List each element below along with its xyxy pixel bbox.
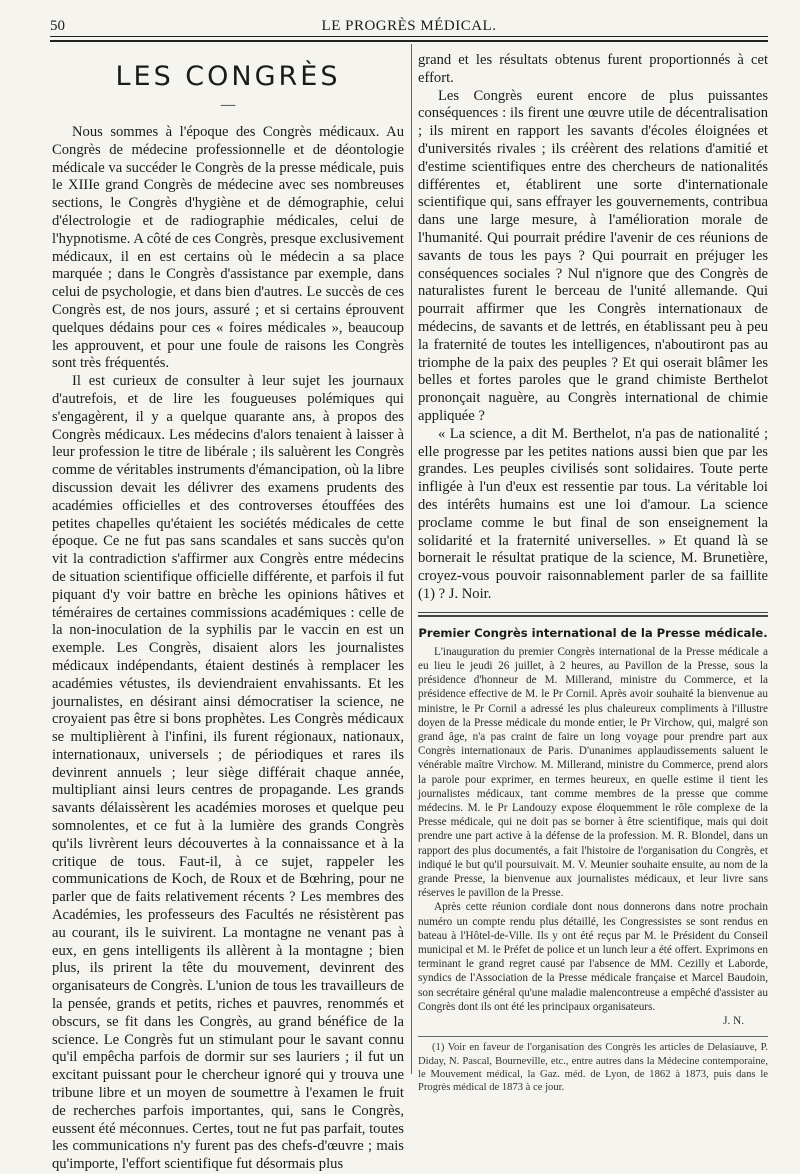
header-rule-thick	[50, 40, 768, 42]
article-paragraph: Nous sommes à l'époque des Congrès médicaux. Au Congrès de médecine professionnelle et de déontologie médicale va succéder le Congrès de la presse médicale, puis le XIIIe grand Congrès de médecine avec ses nombreuses sections, le Congrès d'hygiène et de démographie, celui d'électrologie et de radiographie médicales, celui de l'hypnotisme. A côté de ces Congrès, presque exclusivement médicaux, il en est certains où le médecin a sa place marquée ; dans le Congrès d'assistance par exemple, dans celui de psychologie, et dans bien d'autres. Le succès de ces Congrès est, de nos jours, assuré ; et si certains éprouvent quelques dédains pour ces « foires médicales », beaucoup les approuvent, et pour une foule de raisons les Congrès sont très fréquentés.	[52, 124, 404, 372]
left-column	[52, 62, 404, 1174]
article-paragraph: Il est curieux de consulter à leur sujet les journaux d'autrefois, et de lire les fougueuses polémiques qui s'engagèrent, il y a quelque quarante ans, à propos des Congrès médicaux. Les médecins d'alors tenaient à laisser à leur profession le titre de libérale ; ils saluèrent les Congrès comme de véritables instruments d'émancipation, où la libre discussion devait les délivrer des examens prudents des académies officielles et des controverses étouffées des petites chapelles qu'étaient les sociétés médicales de cette époque. Ce ne fut pas sans scandales et sans succès qu'on vit la contradiction s'affirmer aux Congrès entre médecins de situation scientifique officielle différente, et parfois il fut piquant d'y voir battre en brèche les opinions hâtives et téméraires de certaines commissions académiques : celle de la non-inoculation de la syphilis par le vaccin en est un exemple. Les Congrès, disaient alors les journalistes médicaux indépendants, étaient destinés à remplacer les académies vétustes, ils deviendraient envahissants. Et les journalistes, en désirant ainsi démocratiser la science, ne croyaient pas être si bons prophètes. Les Congrès médicaux se multiplièrent à l'infini, ils furent régionaux, nationaux, internationaux, universels ; de périodiques et rares ils devinrent annuels ; leur siège différait chaque année, multipliant ainsi leurs centres de propagande. Les grands savants délaissèrent les académies moroses et quelque peu somnolentes, et ce fut à la lumière des grands Congrès qu'ils livrèrent leurs découvertes à la connaissance et à la critique de tous. Faut-il, à ce sujet, rappeler les communications de Koch, de Roux et de Bœhring, pour ne parler que de faits relativement récents ? Les membres des Académies, les professeurs des Facultés ne résistèrent pas au courant, ils le suivirent. La montagne ne venant pas à eux, en gens intelligents ils allèrent à la montagne ; bien plus, ils prirent la tête du mouvement, devinrent des organisateurs de Congrès. L'union de tous les travailleurs de la pensée, grands et petits, riches et pauvres, renommés et obscurs, se fit dans les Congrès, au grand bénéfice de la science. Le Congrès fut un stimulant pour le savant connu qu'il empêcha parfois de dormir sur ses lauriers ; il fut un excitant puissant pour le chercheur ignoré qui y trouva une tribune libre et un moyen de soumettre à l'examen le fruit de recherches parfois importantes, qui, sans le Congrès, eussent été méconnues. Certes, tout ne fut pas parfait, toutes les communications n'y furent pas des chefs-d'œuvre ; mais qu'importe, l'effort scientifique fut désormais plus	[52, 373, 404, 1173]
footnote-text: (1) Voir en faveur de l'organisation des Congrès les articles de Delasiauve, P. Diday, N. Pascal, Bourneville, etc., entre autres dans la Médecine contemporaine, le Mouvement médical, la Gaz. méd. de Lyon, de 1862 à 1873, puis dans le Progrès médical de 1873 à ce jour.	[418, 1042, 768, 1094]
column-divider	[411, 44, 412, 1074]
section-rule	[418, 612, 768, 613]
subsection-body	[418, 645, 768, 1028]
right-column	[418, 52, 768, 1095]
header-rule	[50, 36, 768, 37]
article-paragraph: grand et les résultats obtenus furent proportionnés à cet effort.	[418, 52, 768, 86]
subsection-paragraph: Après cette réunion cordiale dont nous donnerons dans notre prochain numéro un compte rendu plus détaillé, les Congressistes se sont rendus en bateau à l'Hôtel-de-Ville. Ils y ont été reçus par M. le Président du Conseil municipal et M. le Préfet de police et un lunch leur a été offert. Exprimons en terminant le grand regret causé par l'absence de MM. Cezilly et Laborde, syndics de l'Association de la Presse médicale française et Marcel Baudoin, son secrétaire général qu'une maladie malencontreuse a empêché d'assister au Congrès dont ils ont été les principaux organisateurs.	[418, 901, 768, 1013]
article-paragraph: « La science, a dit M. Berthelot, n'a pas de nationalité ; elle progresse par les petites nations aussi bien que par les grandes. Les peuples civilisés sont solidaires. Toute perte infligée à l'un d'eux est ressentie par tous. La véritable loi des intérêts humains est une loi d'amour. La science proclame comme le but final de son enseignement la solidarité et la fraternité universelles. » Et quand là se bornerait le résultat pratique de la science, M. Brunetière, croyez-vous pouvoir raisonnablement parler de sa faillite (1) ? J. Noir.	[418, 425, 768, 602]
running-header	[50, 14, 768, 36]
title-dash: —	[220, 97, 236, 113]
subsection-signature: J. N.	[723, 1014, 744, 1027]
journal-title: LE PROGRÈS MÉDICAL.	[321, 18, 497, 34]
article-title: LES CONGRÈS	[115, 61, 341, 92]
article-paragraph: Les Congrès eurent encore de plus puissantes conséquences : ils firent une œuvre utile de décentralisation ; ils mirent en rapport les savants d'écoles éloignées et d'universités rivales ; ils créèrent des relations d'amitié et d'estime scientifiques entre des chercheurs de nationalités différentes et, établirent une sorte d'internationale scientifique qui, sans effrayer les gouvernements, contribua dans une large mesure, à l'amélioration morale de l'humanité. Qui pourrait prédire l'avenir de ces réunions de savants de tous les pays ? Qui pourrait en préjuger les conséquences sociales ? Nul n'ignore que des Congrès de naturalistes furent le berceau de l'unité allemande. Qui pourrait affirmer que les Congrès internationaux de médecins, de savants et de lettrés, en établissant peu à peu la fraternité de toutes les intelligences, n'aboutiront pas au triomphe de la paix des peuples ? Et qui oserait blâmer les belles et fortes paroles que le grand chimiste Berthelot prononçait naguère, au Congrès international de chimie appliquée ?	[418, 87, 768, 424]
section-rule-thick	[418, 615, 768, 617]
subsection-paragraph: L'inauguration du premier Congrès international de la Presse médicale a eu lieu le jeudi 26 juillet, à 2 heures, au Pavillon de la Presse, sous la présidence d'honneur de M. Millerand, ministre du Commerce, et la présidence effective de M. le Pr Cornil. Après avoir souhaité la bienvenue au ministre, le Pr Cornil a adressé les plus chaleureux compliments à l'illustre doyen de la Presse médicale du monde entier, le Pr Virchow, qui, malgré son grand âge, n'a pas craint de faire un long voyage pour prendre part aux Congrès internationaux de Paris. D'unanimes applaudissements saluent le vénérable maître Virchow. M. Millerand, ministre du Commerce, prend alors la parole pour exprimer, en termes heureux, en quelle estime il tient les journalistes médicaux, tant comme membres de la presse que comme médecins. M. le Pr Landouzy expose éloquemment le rôle complexe de la Presse médicale, qui ne doit pas se borner à être scientifique, mais qui doit prendre une part active à la défense de la profession. M. R. Blondel, dans un rapport des plus documentés, a fait l'histoire de l'organisation du Congrès, et indiqué le but qu'il poursuivait. M. V. Meunier souhaite ensuite, au nom de la grande Presse, la bienvenue aux journalistes médicaux, et leur livre sans réserves le pavillon de la Presse.	[418, 645, 768, 900]
footnote-rule	[418, 1036, 768, 1037]
subsection-heading: Premier Congrès international de la Presse médicale.	[418, 625, 768, 640]
page-number: 50	[50, 18, 65, 34]
footnote	[418, 1041, 768, 1095]
